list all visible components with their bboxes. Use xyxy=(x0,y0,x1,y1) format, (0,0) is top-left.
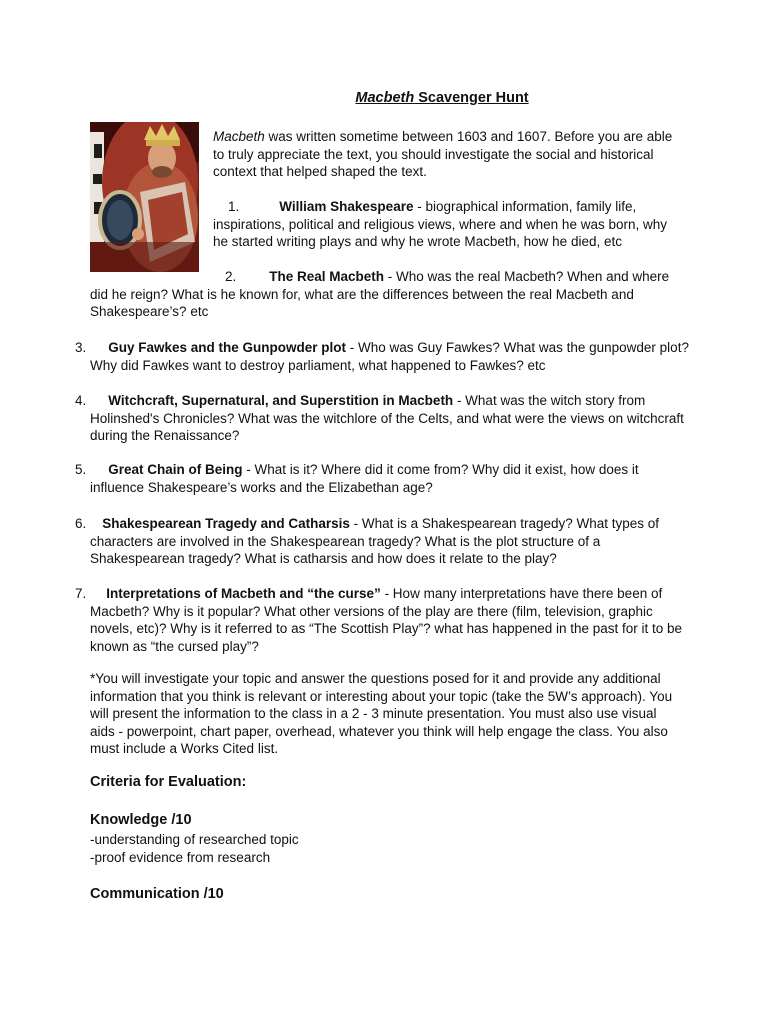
topic-2-number: 2. xyxy=(225,269,237,284)
topic-2 xyxy=(90,268,690,321)
page-title xyxy=(0,90,768,108)
title-italic: Macbeth xyxy=(355,90,415,106)
topic-3-desc: - Who was Guy Fawkes? What was the gunpowder plot? Why did Fawkes want to destroy parliament, what happened to Fawkes? etc xyxy=(90,340,689,373)
topic-5-title: Great Chain of Being xyxy=(108,462,243,477)
topic-7-title: Interpretations of Macbeth and “the curse” xyxy=(106,586,381,601)
topic-1-number: 1. xyxy=(228,199,240,214)
topic-1-desc: - biographical information, family life, inspirations, political and religious views, where and when he was born, why he started writing plays and why he wrote Macbeth, how he died, etc xyxy=(213,199,667,249)
topic-1 xyxy=(213,198,683,251)
topic-2-title: The Real Macbeth xyxy=(269,269,385,284)
title-rest: Scavenger Hunt xyxy=(414,90,529,106)
communication-heading: Communication /10 xyxy=(90,886,224,902)
topic-4-desc: - What was the witch story from Holinshed's Chronicles? What was the witchlore of the Celts, and what were the views on witchcraft during the Renaissance? xyxy=(90,393,684,443)
topic-6-desc: - What is a Shakespearean tragedy? What types of characters are involved in the Shakespearean tragedy? What is the plot structure of a Shakespearean tragedy? What is catharsis and how does it relate to the play? xyxy=(90,516,660,566)
topic-7 xyxy=(75,585,696,655)
knowledge-heading: Knowledge /10 xyxy=(90,812,192,828)
topic-6 xyxy=(75,515,696,568)
topic-4-number: 4. xyxy=(75,393,87,408)
topic-7-desc: - How many interpretations have there been of Macbeth? Why is it popular? What other versions of the play are there (film, television, graphic novels, etc)? Why is it referred to as “The Scottish Play”? what has happened in the past for it to be known as “the cursed play”? xyxy=(90,586,683,654)
criteria-heading: Criteria for Evaluation: xyxy=(90,774,247,790)
topic-3 xyxy=(75,339,696,374)
knowledge-item-2: -proof evidence from research xyxy=(90,850,271,865)
topic-6-number: 6. xyxy=(75,516,87,531)
topic-4-title: Witchcraft, Supernatural, and Superstition in Macbeth xyxy=(108,393,454,408)
topic-3-number: 3. xyxy=(75,340,87,355)
intro-rest: was written sometime between 1603 and 1607. Before you are able to truly appreciate the text, you should investigate the social and historical context that helped shaped the text. xyxy=(213,129,673,179)
topic-2-desc: - Who was the real Macbeth? When and where did he reign? What is he known for, what are the differences between the real Macbeth and Shakespeare’s? etc xyxy=(90,269,670,319)
topic-3-title: Guy Fawkes and the Gunpowder plot xyxy=(108,340,347,355)
topic-5 xyxy=(75,461,696,496)
topic-7-number: 7. xyxy=(75,586,87,601)
topic-1-title: William Shakespeare xyxy=(279,199,414,214)
topic-5-number: 5. xyxy=(75,462,87,477)
intro-paragraph xyxy=(213,128,683,181)
topic-4 xyxy=(75,392,696,445)
topic-6-title: Shakespearean Tragedy and Catharsis xyxy=(102,516,350,531)
intro-italic: Macbeth xyxy=(213,129,265,144)
knowledge-item-1: -understanding of researched topic xyxy=(90,832,299,847)
assignment-note: *You will investigate your topic and answer the questions posed for it and provide any additional information that you think is relevant or interesting about your topic (take the 5W’s approach). You will present the information to the class in a 2 - 3 minute presentation. You must also use visual aids - powerpoint, chart paper, overhead, whatever you think will help engage the class. You also must include a Works Cited list. xyxy=(90,671,673,756)
macbeth-portrait-image xyxy=(90,122,199,272)
topic-5-desc: - What is it? Where did it come from? Why did it exist, how does it influence Shakespeare’s works and the Elizabethan age? xyxy=(90,462,639,495)
